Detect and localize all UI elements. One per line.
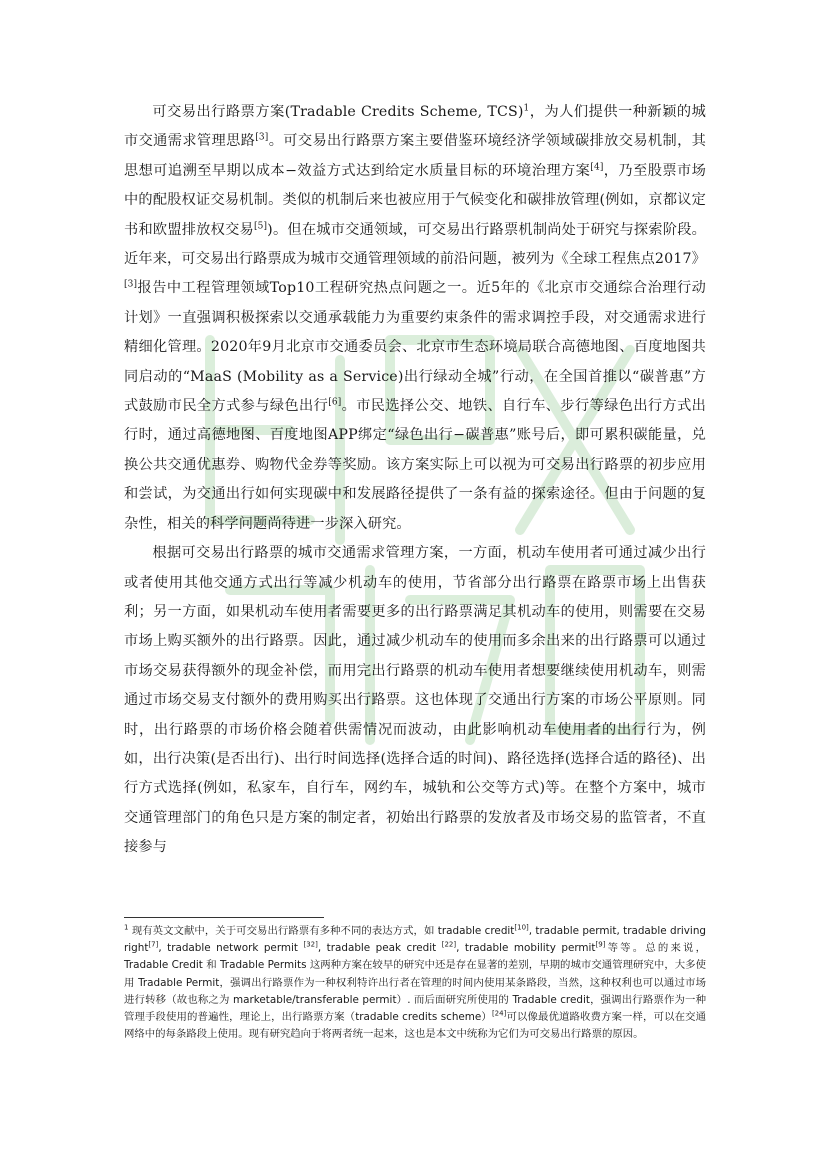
text-run: )。但在城市交通领域，可交易出行路票机制尚处于研究与探索阶段。近年来，可交易出行路票成为城市交通管理领域的前沿问题，被列为《全球工程焦点2017》 xyxy=(124,221,706,268)
text-run: 等等。总的来说，Tradable Credit 和 Tradable Permits 这两种方案在较早的研究中还是存在显著的差别，早期的城市交通管理研究中，大多使用 Tradable Permit，强调出行路票作为一种权利特许出行者在管理的时间内使用某条路段，当然，这种权利也可以通过市场进行转移（故也称之为 marketable/transferable permit）. 而后面研究所使用的 Tradable credit，强调出行路票作为一种管理手段使用的普遍性，理论上，出行路票方案（tradable credits scheme） xyxy=(124,942,706,1024)
text-run: 。市民选择公交、地铁、自行车、步行等绿色出行方式出行时，通过高德地图、百度地图APP绑定“绿色出行−碳普惠”账号后，即可累积碳能量，兑换公共交通优惠券、购物代金券等奖励。该方案实际上可以视为可交易出行路票的初步应用和尝试，为交通出行如何实现碳中和发展路径提供了一条有益的探索途径。但由于问题的复杂性，相关的科学问题尚待进一步深入研究。 xyxy=(124,398,706,532)
citation-ref: [7] xyxy=(148,940,159,949)
text-run: , tradable network permit xyxy=(158,942,304,955)
citation-ref: [32] xyxy=(303,940,318,949)
citation-ref: [3] xyxy=(124,279,138,290)
paragraph xyxy=(124,98,706,539)
citation-ref: [3] xyxy=(255,132,269,143)
citation-ref: [6] xyxy=(328,397,342,408)
text-run: 可交易出行路票方案(Tradable Credits Scheme, TCS) xyxy=(152,104,524,120)
citation-ref: [9] xyxy=(595,940,606,949)
text-run: , tradable peak credit xyxy=(317,942,442,955)
text-run: , tradable permit, tradable driving right xyxy=(124,925,706,955)
footnote-separator xyxy=(124,917,324,918)
text-run: 根据可交易出行路票的城市交通需求管理方案，一方面，机动车使用者可通过减少出行或者使用其他交通方式出行等减少机动车的使用，节省部分出行路票在路票市场上出售获利；另一方面，如果机动车使用者需要更多的出行路票满足其机动车的使用，则需要在交易市场上购买额外的出行路票。因此，通过减少机动车的使用而多余出来的出行路票可以通过市场交易获得额外的现金补偿，而用完出行路票的机动车使用者想要继续使用机动车，则需通过市场交易支付额外的费用购买出行路票。这也体现了交通出行方案的市场公平原则。同时，出行路票的市场价格会随着供需情况而波动，由此影响机动车使用者的出行行为，例如，出行决策(是否出行)、出行时间选择(选择合适的时间)、路径选择(选择合适的路径)、出行方式选择(例如，私家车，自行车，网约车，城轨和公交等方式)等。在整个方案中，城市交通管理部门的角色只是方案的制定者，初始出行路票的发放者及市场交易的监管者，不直接参与 xyxy=(124,545,706,856)
text-run: 。可交易出行路票方案主要借鉴环境经济学领域碳排放交易机制，其思想可追溯至早期以成本−效益方式达到给定水质量目标的环境治理方案 xyxy=(124,133,706,179)
text-run: ，为人们提供一种新颖的城市交通需求管理思路 xyxy=(124,104,706,150)
citation-ref: 1 xyxy=(124,923,129,932)
text-run: 可以像最优道路收费方案一样，可以在交通网络中的每条路段上使用。现有研究趋向于将两者统一起来，这也是本文中统称为它们为可交易出行路票的原因。 xyxy=(124,1011,706,1041)
citation-ref: [4] xyxy=(590,162,604,173)
text-run: , tradable mobility permit xyxy=(456,942,596,955)
citation-ref: [10] xyxy=(514,923,529,932)
citation-ref: [5] xyxy=(253,220,268,231)
citation-ref: [24] xyxy=(491,1009,507,1018)
footnote xyxy=(124,923,706,1043)
text-run: 报告中工程管理领域Top10工程研究热点问题之一。近5年的《北京市交通综合治理行动计划》一直强调积极探索以交通承载能力为重要约束条件的需求调控手段，对交通需求进行精细化管理。2020年9月北京市交通委员会、北京市生态环境局联合高德地图、百度地图共同启动的“MaaS (Mobility as a Service)出行绿动全城”行动，在全国首推以“碳普惠”方式鼓励市民全方式参与绿色出行 xyxy=(124,280,706,415)
text-run: ，乃至股票市场中的配股权证交易机制。类似的机制后来也被应用于气候变化和碳排放管理(例如，京都议定书和欧盟排放权交易 xyxy=(124,162,706,238)
citation-ref: 1 xyxy=(523,103,530,114)
citation-ref: [22] xyxy=(441,940,457,949)
paragraph xyxy=(124,539,706,862)
body-text xyxy=(124,98,706,863)
text-run: 现有英文文献中，关于可交易出行路票有多种不同的表达方式，如 tradable credit xyxy=(128,925,515,937)
